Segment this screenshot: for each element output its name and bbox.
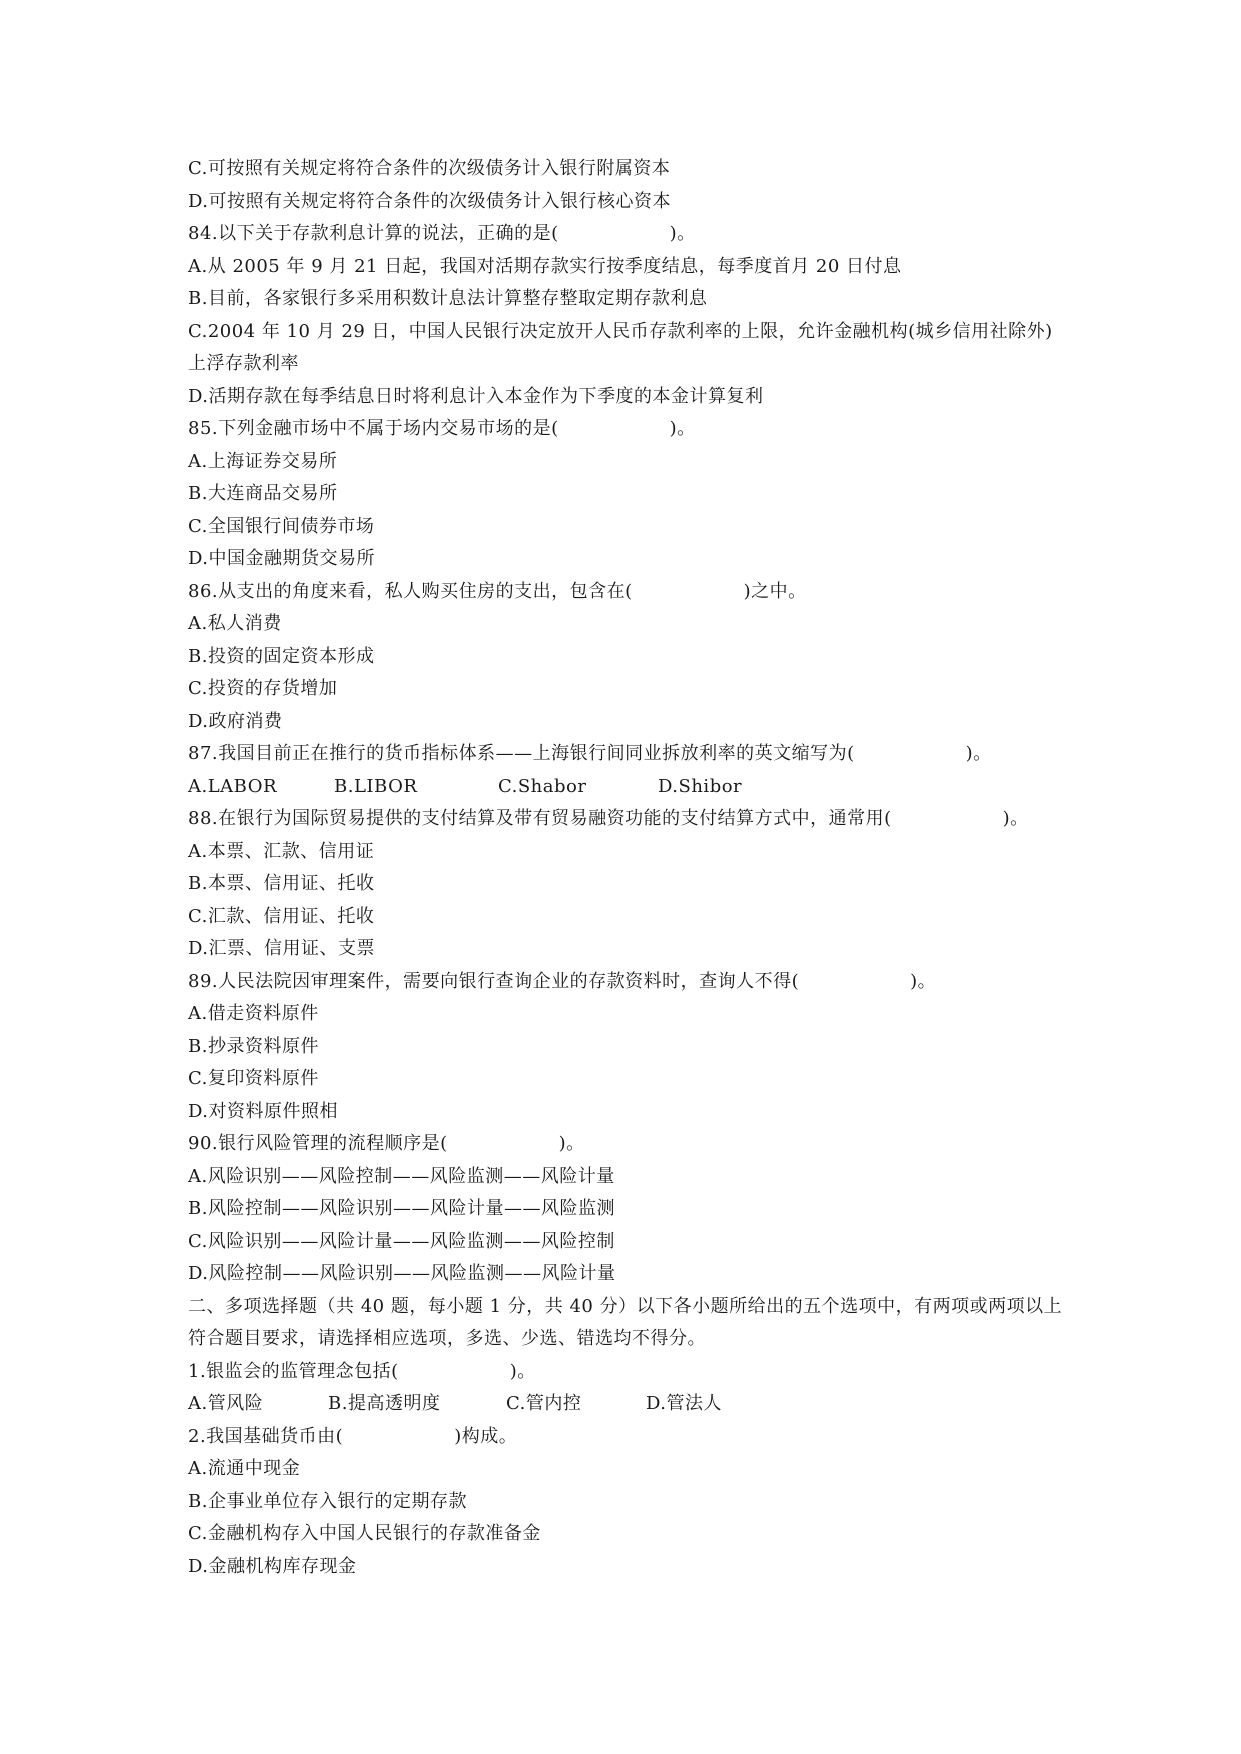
option-text: A.私人消费	[188, 613, 282, 634]
exam-page	[188, 153, 1068, 1583]
option-text: D.金融机构库存现金	[188, 1555, 357, 1577]
option-text: A.流通中现金	[188, 1458, 301, 1479]
option-c: C.Shabor	[498, 775, 587, 797]
option-d: D.Shibor	[658, 775, 743, 797]
question-84: 84.以下关于存款利息计算的说法，正确的是( )。	[188, 223, 696, 244]
option-text: B.投资的固定资本形成	[188, 645, 375, 667]
option-text: A.从 2005 年 9 月 21 日起，我国对活期存款实行按季度结息，每季度首月 20 日付息	[188, 255, 902, 277]
question-86: 86.从支出的角度来看，私人购买住房的支出，包含在( )之中。	[188, 580, 807, 602]
option-text: C.投资的存货增加	[188, 678, 338, 699]
question-87-options	[188, 771, 1068, 804]
option-text: C.全国银行间债券市场	[188, 515, 375, 537]
option-a: A.LABOR	[188, 775, 278, 797]
option-text: D.风险控制——风险识别——风险监测——风险计量	[188, 1263, 616, 1284]
option-d: D.管法人	[646, 1393, 723, 1414]
option-text: C.汇款、信用证、托收	[188, 905, 375, 927]
option-text: C.复印资料原件	[188, 1068, 319, 1089]
option-text: C.风险识别——风险计量——风险监测——风险控制	[188, 1230, 615, 1252]
multi-question-1-options	[188, 1388, 1068, 1421]
option-text: B.本票、信用证、托收	[188, 873, 375, 894]
option-text: D.汇票、信用证、支票	[188, 938, 376, 959]
option-text: D.可按照有关规定将符合条件的次级债务计入银行核心资本	[188, 190, 672, 212]
option-text: B.大连商品交易所	[188, 483, 338, 504]
question-88: 88.在银行为国际贸易提供的支付结算及带有贸易融资功能的支付结算方式中，通常用( )。	[188, 808, 1029, 829]
option-text: A.借走资料原件	[188, 1003, 319, 1024]
option-text: B.目前，各家银行多采用积数计息法计算整存整取定期存款利息	[188, 288, 708, 309]
option-text: C.可按照有关规定将符合条件的次级债务计入银行附属资本	[188, 158, 671, 179]
question-85: 85.下列金融市场中不属于场内交易市场的是( )。	[188, 418, 696, 439]
option-text: B.抄录资料原件	[188, 1035, 319, 1057]
option-text: D.中国金融期货交易所	[188, 548, 376, 569]
section-heading: 二、多项选择题（共 40 题，每小题 1 分，共 40 分）以下各小题所给出的五个选项中，有两项或两项以上符合题目要求，请选择相应选项，多选、少选、错选均不得分。	[188, 1295, 1063, 1349]
option-c: C.管内控	[506, 1393, 582, 1414]
option-b: B.提高透明度	[328, 1393, 441, 1414]
option-text: C.金融机构存入中国人民银行的存款准备金	[188, 1523, 541, 1544]
option-b: B.LIBOR	[334, 775, 418, 797]
option-a: A.管风险	[188, 1393, 264, 1414]
option-text: A.上海证券交易所	[188, 450, 338, 472]
option-text: D.活期存款在每季结息日时将利息计入本金作为下季度的本金计算复利	[188, 385, 764, 407]
option-text: B.风险控制——风险识别——风险计量——风险监测	[188, 1198, 615, 1219]
option-text: A.本票、汇款、信用证	[188, 840, 375, 862]
option-text: C.2004 年 10 月 29 日，中国人民银行决定放开人民币存款利率的上限，允许金融机构(城乡信用社除外)上浮存款利率	[188, 320, 1053, 374]
multi-question-2: 2.我国基础货币由( )构成。	[188, 1425, 518, 1447]
question-90: 90.银行风险管理的流程顺序是( )。	[188, 1133, 585, 1154]
option-text: B.企事业单位存入银行的定期存款	[188, 1490, 467, 1512]
option-text: D.对资料原件照相	[188, 1100, 339, 1122]
multi-question-1: 1.银监会的监管理念包括( )。	[188, 1360, 536, 1382]
option-text: D.政府消费	[188, 710, 283, 732]
question-89: 89.人民法院因审理案件，需要向银行查询企业的存款资料时，查询人不得( )。	[188, 970, 937, 992]
question-87: 87.我国目前正在推行的货币指标体系——上海银行间同业拆放利率的英文缩写为( )。	[188, 743, 992, 764]
option-text: A.风险识别——风险控制——风险监测——风险计量	[188, 1165, 615, 1187]
